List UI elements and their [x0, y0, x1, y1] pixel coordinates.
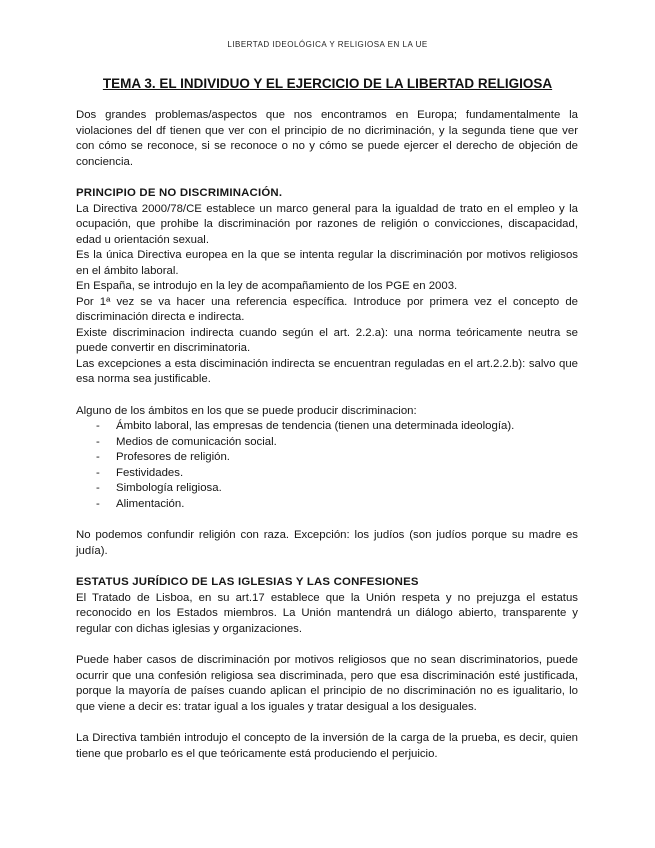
document-body [76, 108, 578, 762]
list-item [76, 419, 578, 435]
dash-bullet: - [96, 497, 100, 510]
section-heading-estatus-juridico: ESTATUS JURÍDICO DE LAS IGLESIAS Y LAS CONFESIONES [76, 576, 419, 588]
paragraph: La Directiva 2000/78/CE establece un marco general para la igualdad de trato en el empleo y la ocupación, que prohibe la discriminación por razones de religión o convicciones, discapacidad, edad u orientación sexual. [76, 202, 578, 246]
dash-bullet: - [96, 435, 100, 448]
list-item-text: Profesores de religión. [116, 451, 230, 463]
list-item-text: Ámbito laboral, las empresas de tendencia (tienen una determinada ideología). [116, 420, 515, 432]
spacer [76, 637, 578, 653]
list-item-text: Simbología religiosa. [116, 482, 222, 494]
paragraph: La Directiva también introdujo el concepto de la inversión de la carga de la prueba, es decir, quien tiene que probarlo es el que teóricamente está produciendo el perjuicio. [76, 732, 578, 760]
list-item [76, 450, 578, 466]
dash-bullet: - [96, 451, 100, 463]
ambitos-list [76, 419, 578, 512]
paragraph: Por 1ª vez se va hacer una referencia específica. Introduce por primera vez el concepto de discriminación directa e indirecta. [76, 295, 578, 323]
intro-paragraph: Dos grandes problemas/aspectos que nos encontramos en Europa; fundamentalmente la violaciones del df tienen que ver con el principio de no dicriminación, y la segunda tiene que ver con cómo se reconoce, si se reconoce o no y cómo se puede ejercer el derecho de objeción de conciencia. [76, 109, 578, 168]
spacer [76, 715, 578, 731]
paragraph: Existe discriminacion indirecta cuando según el art. 2.2.a): una norma teóricamente neutra se puede convertir en discriminatoria. [76, 326, 578, 354]
spacer [76, 559, 578, 575]
paragraph: En España, se introdujo en la ley de acompañamiento de los PGE en 2003. [76, 280, 458, 292]
list-intro: Alguno de los ámbitos en los que se puede producir discriminacion: [76, 404, 417, 417]
spacer [76, 170, 578, 186]
paragraph: El Tratado de Lisboa, en su art.17 establece que la Unión respeta y no prejuzga el estatus reconocido en los Estados miembros. La Unión mantendrá un diálogo abierto, transparente y regular con dichas iglesias y organizaciones. [76, 591, 578, 635]
paragraph: Las excepciones a esta disciminación indirecta se encuentran reguladas en el art.2.2.b): salvo que esa norma sea justificable. [76, 357, 578, 385]
paragraph: Puede haber casos de discriminación por motivos religiosos que no sean discriminatorios, puede ocurrir que una confesión religiosa sea discriminada, pero que esa discriminación esté justificada, porque la mayoría de países cuando aplican el principio de no discriminación no es igualitario, lo que viene a decir es: tratar igual a los iguales y tratar desigual a los desiguales. [76, 654, 578, 713]
list-item [76, 466, 578, 482]
list-item-text: Medios de comunicación social. [116, 435, 277, 448]
dash-bullet: - [96, 482, 100, 494]
section-heading-no-discriminacion: PRINCIPIO DE NO DISCRIMINACIÓN. [76, 187, 283, 199]
list-item [76, 481, 578, 497]
spacer [76, 512, 578, 528]
closing-paragraph: No podemos confundir religión con raza. Excepción: los judíos (son judíos porque su madre es judía). [76, 529, 578, 557]
list-item-text: Alimentación. [116, 497, 185, 510]
spacer [76, 388, 578, 404]
dash-bullet: - [96, 466, 100, 479]
list-item [76, 497, 578, 513]
page-title: TEMA 3. EL INDIVIDUO Y EL EJERCICIO DE LA LIBERTAD RELIGIOSA [102, 76, 553, 91]
paragraph: Es la única Directiva europea en la que se intenta regular la discriminación por motivos religiosos en el ámbito laboral. [76, 249, 578, 277]
dash-bullet: - [96, 420, 100, 432]
list-item-text: Festividades. [116, 466, 184, 479]
running-header: LIBERTAD IDEOLÓGICA Y RELIGIOSA EN LA UE [227, 40, 428, 49]
list-item [76, 435, 578, 451]
